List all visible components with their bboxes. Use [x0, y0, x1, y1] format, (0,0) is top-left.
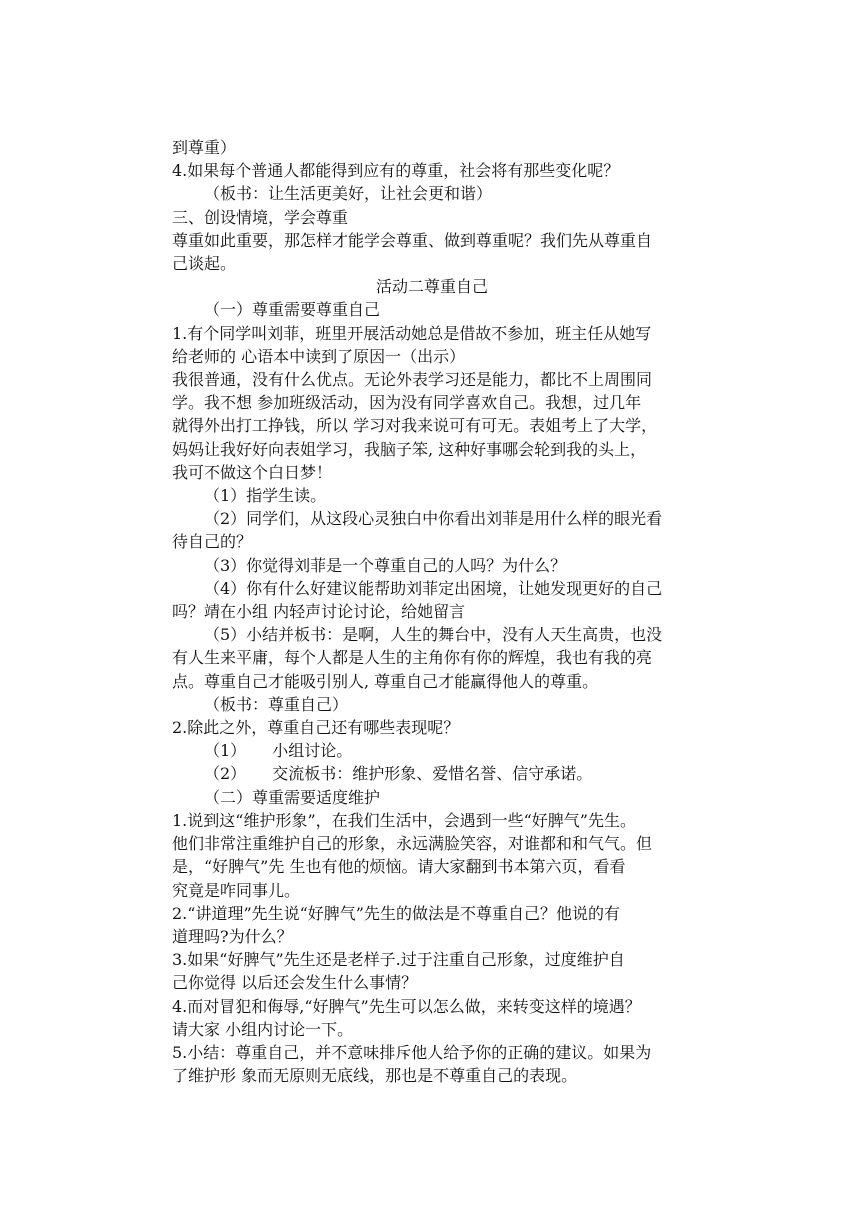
text-line: 点。尊重自己才能吸引别人, 尊重自己才能赢得他人的尊重。 [172, 671, 599, 691]
document-body [172, 136, 692, 1087]
text-line: 3.如果“好脾气”先生还是老样子.过于注重自己形象，过度维护自 [172, 950, 625, 970]
quote-line: 我很普通，没有什么优点。无论外表学习还是能力，都比不上周围同 [172, 370, 653, 390]
text-line: 是，“好脾气”先 生也有他的烦恼。请大家翻到书本第六页，看看 [172, 857, 626, 877]
list-item [172, 762, 692, 785]
text-line: （板书：尊重自己） [204, 694, 349, 714]
activity-title: 活动二尊重自己 [375, 277, 488, 297]
quote-line: 就得外出打工挣钱，所以 学习对我来说可有可无。表姐考上了大学， [172, 416, 658, 436]
text-line: 了维护形 象而无原则无底线，那也是不尊重自己的表现。 [172, 1066, 578, 1086]
text-line: 己你觉得 以后还会发生什么事情？ [172, 973, 418, 993]
list-item-text: 交流板书：维护形象、爱惜名誉、信守承诺。 [272, 764, 593, 784]
text-line: （2）同学们，从这段心灵独白中你看出刘菲是用什么样的眼光看 [204, 509, 663, 529]
text-line: （板书：让生活更美好，让社会更和谐） [204, 184, 493, 204]
subsection-heading: （一）尊重需要尊重自己 [204, 300, 381, 320]
text-line: 到尊重） [172, 138, 237, 157]
quote-line: 我可不做这个白日梦！ [172, 462, 333, 482]
text-line: 吗？靖在小组 内轻声讨论讨论，给她留言 [172, 602, 466, 622]
text-line: 4.如果每个普通人都能得到应有的尊重，社会将有那些变化呢？ [172, 161, 620, 181]
section-heading: 三、创设情境，学会尊重 [172, 207, 349, 227]
text-line: （4）你有什么好建议能帮助刘菲定出困境，让她发现更好的自己 [204, 578, 663, 598]
list-item [172, 739, 692, 762]
text-line: 2.“讲道理”先生说“好脾气”先生的做法是不尊重自己？他说的有 [172, 903, 620, 923]
text-line: 道理吗?为什么？ [172, 926, 293, 946]
text-line: 请大家 小组内讨论一下。 [172, 1019, 354, 1039]
text-line: 1.说到这“维护形象”，在我们生活中，会遇到一些“好脾气”先生。 [172, 810, 636, 830]
text-line: 5.小结：尊重自己，并不意味排斥他人给予你的正确的建议。如果为 [172, 1042, 652, 1062]
text-line: 2.除此之外，尊重自己还有哪些表现呢？ [172, 718, 460, 738]
text-line: 有人生来平庸，每个人都是人生的主角你有你的辉煌，我也有我的亮 [172, 648, 653, 668]
quote-line: 妈妈让我好好向表姐学习，我脑子笨, 这种好事哪会轮到我的头上， [172, 439, 647, 459]
text-line: 尊重如此重要，那怎样才能学会尊重、做到尊重呢？我们先从尊重自 [172, 230, 653, 250]
text-line: 究竟是咋同事儿。 [172, 880, 301, 900]
text-line: （3）你觉得刘菲是一个尊重自己的人吗？为什么？ [204, 555, 567, 575]
subsection-heading: （二）尊重需要适度维护 [204, 787, 381, 807]
text-line: 他们非常注重维护自己的形象，永远满脸笑容，对谁都和和气气。但 [172, 834, 653, 854]
text-line: 1.有个同学叫刘菲，班里开展活动她总是借故不参加，班主任从她写 [172, 323, 652, 343]
text-line: 待自己的？ [172, 532, 253, 552]
text-line: 己谈起。 [172, 254, 237, 274]
list-marker: （1） [204, 741, 247, 761]
text-line: 给老师的 心语本中读到了原因一（出示） [172, 346, 466, 366]
text-line: （5）小结并板书：是啊，人生的舞台中，没有人天生高贵，也没 [204, 625, 663, 645]
quote-line: 学。我不想 参加班级活动，因为没有同学喜欢自己。我想，过几年 [172, 393, 642, 413]
text-line: 4.而对冒犯和侮辱,“好脾气”先生可以怎么做，来转变这样的境遇？ [172, 996, 641, 1016]
list-marker: （2） [204, 764, 247, 784]
text-line: （1）指学生读。 [204, 486, 327, 506]
list-item-text: 小组讨论。 [272, 741, 353, 761]
